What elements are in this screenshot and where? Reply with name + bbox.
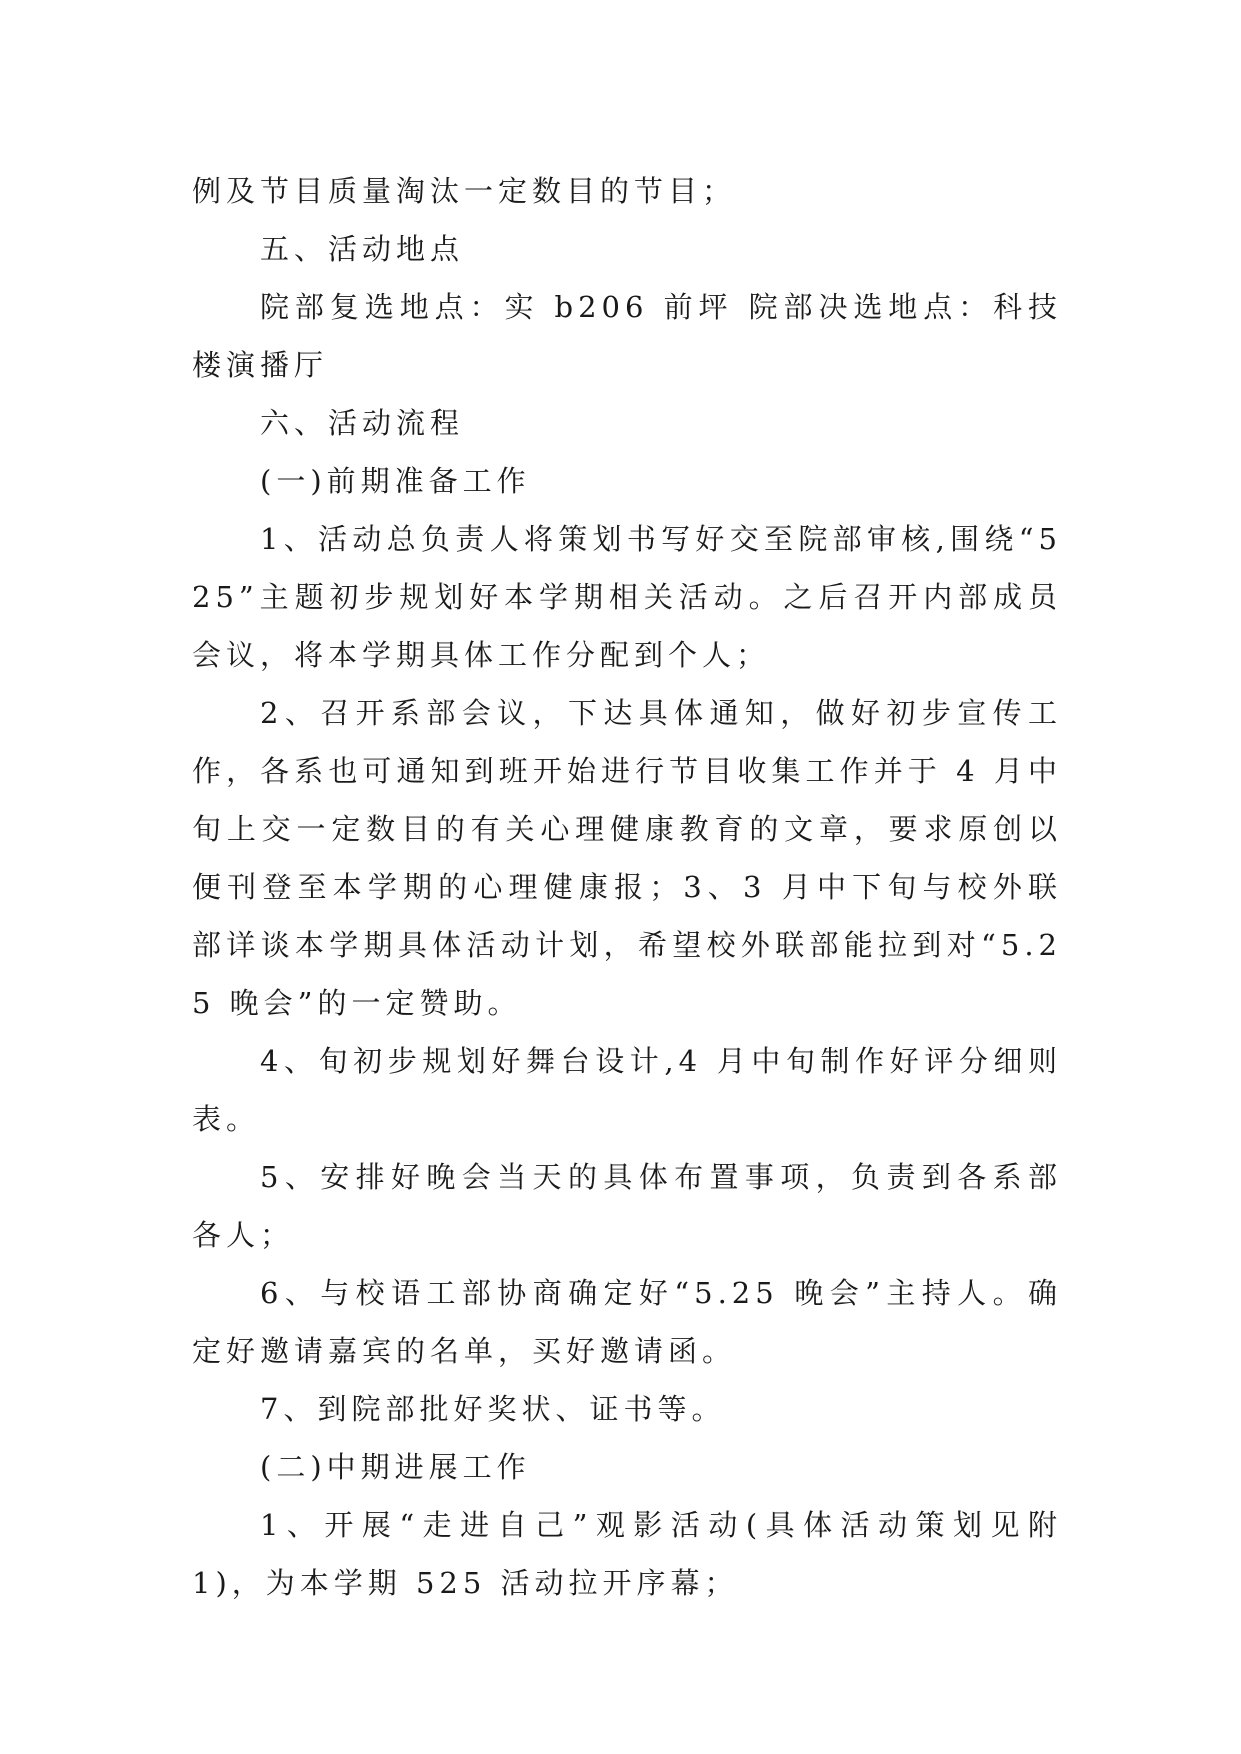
paragraph-item-5: 5、安排好晚会当天的具体布置事项，负责到各系部各人； [192,1160,1062,1252]
section-heading-process: 六、活动流程 [260,406,465,440]
paragraph-item-4: 4、旬初步规划好舞台设计,4 月中旬制作好评分细则表。 [192,1044,1062,1136]
paragraph-midterm-item-1: 1、开展“走进自己”观影活动(具体活动策划见附 1)，为本学期 525 活动拉开序幕； [192,1508,1062,1600]
document-body [192,162,1062,1612]
paragraph-item-2: 2、召开系部会议，下达具体通知，做好初步宣传工作，各系也可通知到班开始进行节目收集工作并于 4 月中旬上交一定数目的有关心理健康教育的文章，要求原创以便刊登至本学期的心理健康报；3、3 月中下旬与校外联部详谈本学期具体活动计划，希望校外联部能拉到对“5.25 晚会”的一定赞助。 [192,696,1062,1020]
subheading-midterm: (二)中期进展工作 [260,1450,531,1484]
paragraph-item-6: 6、与校语工部协商确定好“5.25 晚会”主持人。确定好邀请嘉宾的名单，买好邀请函。 [192,1276,1062,1368]
paragraph-item-1: 1、活动总负责人将策划书写好交至院部审核,围绕“525”主题初步规划好本学期相关活动。之后召开内部成员会议，将本学期具体工作分配到个人； [192,522,1062,672]
section-heading-venue: 五、活动地点 [260,232,465,266]
subheading-preparation: (一)前期准备工作 [260,464,531,498]
paragraph-venue-details: 院部复选地点：实 b206 前坪 院部决选地点：科技楼演播厅 [192,290,1062,382]
paragraph-item-7: 7、到院部批好奖状、证书等。 [260,1392,726,1426]
paragraph-continuation: 例及节目质量淘汰一定数目的节目； [192,174,737,208]
